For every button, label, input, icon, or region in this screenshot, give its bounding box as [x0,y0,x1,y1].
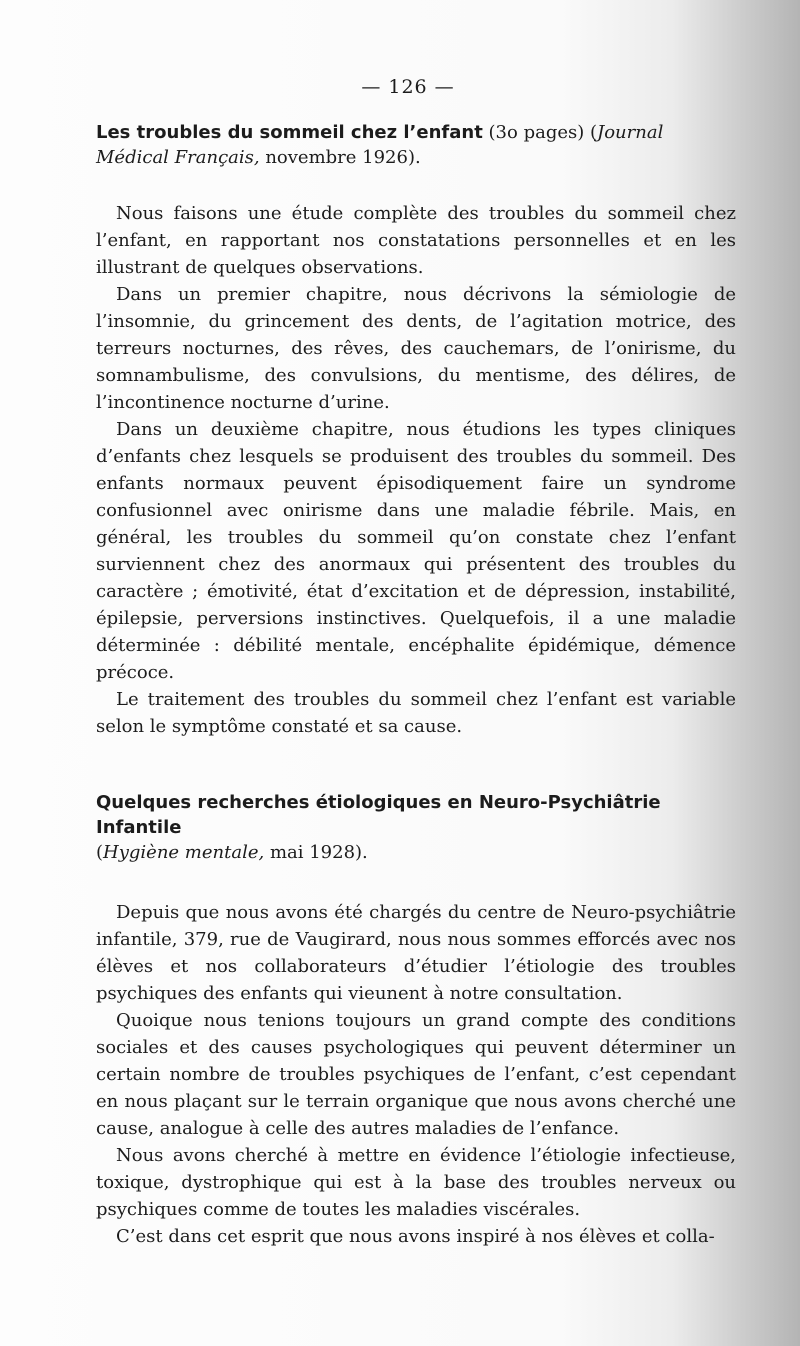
section-2-citation [96,840,736,865]
section-sleep-disorders [96,120,736,740]
section-1-date: novembre 1926). [259,147,421,168]
section-2-paragraph: Quoique nous tenions toujours un grand compte des conditions sociales et des causes psychologiques qui peuvent déterminer un certain nombre de troubles psychiques de l’enfant, c’est cependant en nous plaçant sur le terrain organique que nous avons cherché une cause, analogue à celle des autres maladies de l’enfance. [96,1010,736,1139]
section-2-journal: Hygiène mentale, [103,842,265,863]
section-1-header [96,120,736,170]
section-1-paragraph: Le traitement des troubles du sommeil chez l’enfant est variable selon le symptôme constaté et sa cause. [96,689,736,737]
page-number: — 126 — [361,76,455,98]
section-etiological-research [96,790,736,1250]
section-1-title: Les troubles du sommeil chez l’enfant [96,122,483,143]
section-1-paragraph: Nous faisons une étude complète des troubles du sommeil chez l’enfant, en rapportant nos constatations personnelles et en les illustrant de quelques observations. [96,203,736,278]
section-2-paragraph: C’est dans cet esprit que nous avons inspiré à nos élèves et colla- [116,1226,715,1247]
section-1-journal: Journal Médical Français, [96,122,664,168]
section-2-title: Quelques recherches étiologiques en Neuro-Psychiâtrie Infantile [96,792,661,838]
section-1-pages: (3o pages) ( [482,122,597,143]
section-2-date: mai 1928). [264,842,368,863]
section-1-paragraph: Dans un premier chapitre, nous décrivons la sémiologie de l’insomnie, du grincement des dents, de l’agitation motrice, des terreurs nocturnes, des rêves, des cauchemars, de l’onirisme, du somnambulisme, des convulsions, du mentisme, des délires, de l’incontinence nocturne d’urine. [96,284,736,413]
section-1-paragraph: Dans un deuxième chapitre, nous étudions les types cliniques d’enfants chez lesquels se produisent des troubles du sommeil. Des enfants normaux peuvent épisodiquement faire un syndrome confusionnel avec onirisme dans une maladie fébrile. Mais, en général, les troubles du sommeil qu’on constate chez l’enfant surviennent chez des anormaux qui présentent des troubles du caractère ; émotivité, état d’excitation et de dépression, instabilité, épilepsie, perversions instinctives. Quelquefois, il a une maladie déterminée : débilité mentale, encéphalite épidémique, démence précoce. [96,419,736,683]
section-2-paren: ( [96,842,104,863]
section-2-paragraph: Depuis que nous avons été chargés du centre de Neuro-psychiâtrie infantile, 379, rue de Vaugirard, nous nous sommes efforcés avec nos élèves et nos collaborateurs d’étudier l’étiologie des troubles psychiques des enfants qui vieunent à notre consultation. [96,902,736,1004]
section-2-paragraph: Nous avons cherché à mettre en évidence l’étiologie infectieuse, toxique, dystrophique qui est à la base des troubles nerveux ou psychiques comme de toutes les maladies viscérales. [96,1145,736,1220]
